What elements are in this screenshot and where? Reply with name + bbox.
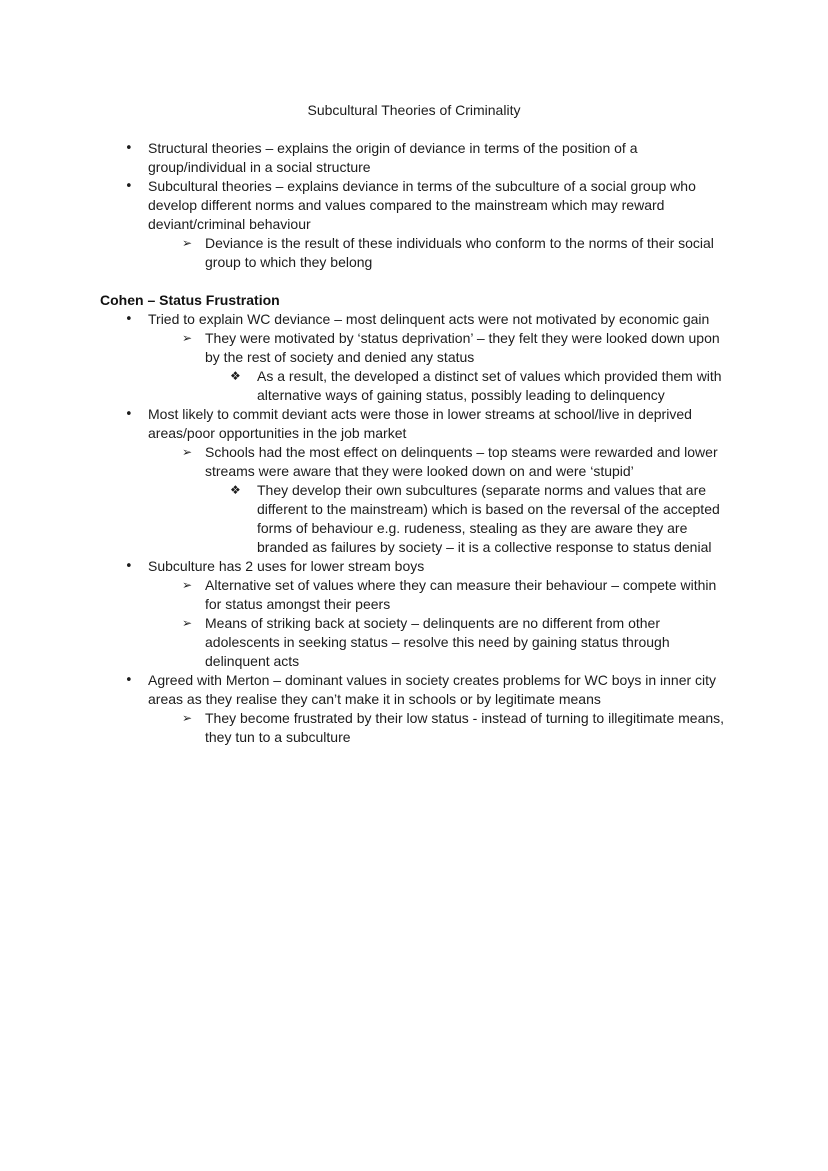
spacer xyxy=(100,120,728,139)
list-item-text: Tried to explain WC deviance – most delinquent acts were not motivated by economic gain xyxy=(148,311,710,327)
list-item-text: Most likely to commit deviant acts were those in lower streams at school/live in deprived areas/poor opportunities in the job market xyxy=(148,406,692,441)
bullet-icon: • xyxy=(125,407,133,422)
list-item-text: Means of striking back at society – delinquents are no different from other adolescents in seeking status – resolve this need by gaining status through delinquent acts xyxy=(205,615,670,669)
arrowhead-bullet-icon: ➢ xyxy=(182,331,193,345)
diamond-bullet-icon: ❖ xyxy=(230,369,241,383)
list-item-text: As a result, the developed a distinct set of values which provided them with alternative ways of gaining status, possibly leading to delinquency xyxy=(257,368,722,403)
list-item-text: Alternative set of values where they can measure their behaviour – compete within for status amongst their peers xyxy=(205,577,717,612)
list-item xyxy=(100,367,728,405)
document-title: Subcultural Theories of Criminality xyxy=(307,102,521,118)
bullet-icon: • xyxy=(125,559,133,574)
arrowhead-bullet-icon: ➢ xyxy=(182,445,193,459)
list-item xyxy=(100,614,728,671)
list-item xyxy=(100,405,728,443)
list-item xyxy=(100,576,728,614)
list-item xyxy=(100,234,728,272)
bullet-icon: • xyxy=(125,673,133,688)
bullet-icon: • xyxy=(125,179,133,194)
list-item-text: They become frustrated by their low status - instead of turning to illegitimate means, they tun to a subculture xyxy=(205,710,725,745)
list-item-text: Deviance is the result of these individuals who conform to the norms of their social group to which they belong xyxy=(205,235,714,270)
bullet-icon: • xyxy=(125,312,133,327)
list-item-text: Agreed with Merton – dominant values in society creates problems for WC boys in inner city areas as they realise they can’t make it in schools or by legitimate means xyxy=(148,672,717,707)
list-item xyxy=(100,443,728,481)
list-item xyxy=(100,709,728,747)
list-item-text: Subculture has 2 uses for lower stream boys xyxy=(148,558,425,574)
list-item-text: Structural theories – explains the origin of deviance in terms of the position of a group/individual in a social structure xyxy=(148,140,638,175)
bullet-icon: • xyxy=(125,141,133,156)
arrowhead-bullet-icon: ➢ xyxy=(182,711,193,725)
list-item xyxy=(100,557,728,576)
document-content xyxy=(100,101,728,747)
arrowhead-bullet-icon: ➢ xyxy=(182,236,193,250)
spacer xyxy=(100,272,728,291)
list-item xyxy=(100,481,728,557)
diamond-bullet-icon: ❖ xyxy=(230,483,241,497)
section-heading: Cohen – Status Frustration xyxy=(100,292,280,308)
list-item-text: They develop their own subcultures (separate norms and values that are different to the mainstream) which is based on the reversal of the accepted forms of behaviour e.g. rudeness, stealing as they are aware they are branded as failures by society – it is a collective response to status denial xyxy=(257,482,720,555)
arrowhead-bullet-icon: ➢ xyxy=(182,616,193,630)
list-item xyxy=(100,310,728,329)
list-item xyxy=(100,671,728,709)
arrowhead-bullet-icon: ➢ xyxy=(182,578,193,592)
list-item-text: Subcultural theories – explains deviance in terms of the subculture of a social group who develop different norms and values compared to the mainstream which may reward deviant/criminal behaviour xyxy=(148,178,696,232)
list-item xyxy=(100,329,728,367)
list-item xyxy=(100,177,728,234)
list-item-text: They were motivated by ‘status deprivation’ – they felt they were looked down upon by the rest of society and denied any status xyxy=(205,330,720,365)
list-item xyxy=(100,139,728,177)
list-item-text: Schools had the most effect on delinquents – top steams were rewarded and lower streams were aware that they were looked down on and were ‘stupid’ xyxy=(205,444,718,479)
